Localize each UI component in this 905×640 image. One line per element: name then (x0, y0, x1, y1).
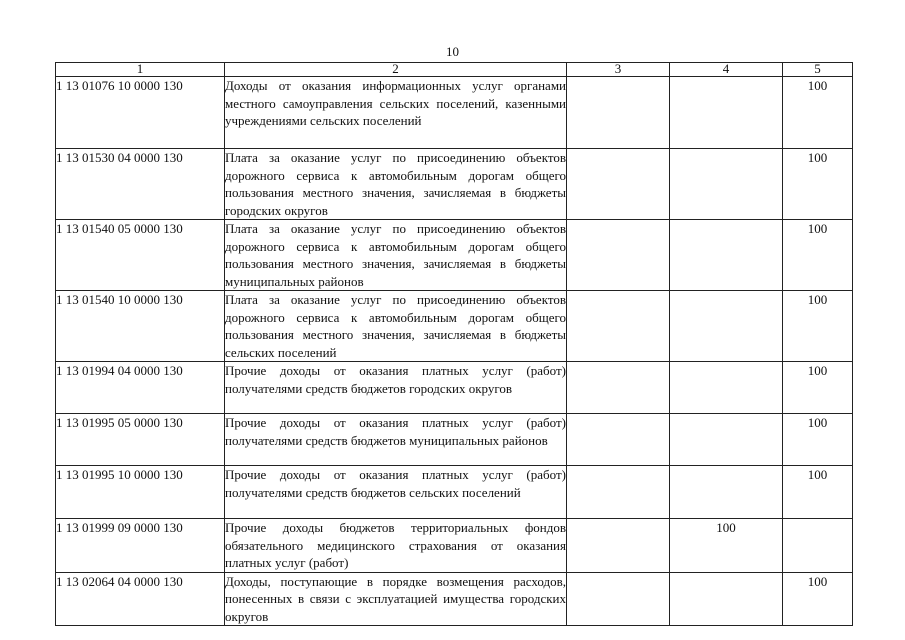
table-row (56, 414, 853, 466)
revenue-name: Доходы, поступающие в порядке возмещения расходов, понесенных в связи с эксплуатацией имущества городских округов (225, 573, 566, 624)
value-col3 (567, 414, 670, 466)
revenue-table (55, 62, 853, 626)
budget-code: 1 13 01540 05 0000 130 (56, 220, 225, 291)
table-row (56, 572, 853, 626)
revenue-name: Плата за оказание услуг по присоединению объектов дорожного сервиса к автомобильным дорогам общего пользования местного значения, зачисляемая в бюджеты муниципальных районов (225, 221, 566, 289)
value-col4 (670, 362, 783, 414)
table-row (56, 220, 853, 291)
page-number: 10 (446, 44, 459, 59)
value-col3 (567, 519, 670, 573)
table-row (56, 362, 853, 414)
value-col5: 100 (783, 149, 853, 220)
value-col5: 100 (783, 572, 853, 626)
value-col4 (670, 77, 783, 149)
table-row (56, 466, 853, 519)
value-col5: 100 (783, 220, 853, 291)
value-col5: 100 (783, 362, 853, 414)
value-col4 (670, 220, 783, 291)
column-number-row (56, 63, 853, 77)
revenue-name: Плата за оказание услуг по присоединению объектов дорожного сервиса к автомобильным дорогам общего пользования местного значения, зачисляемая в бюджеты сельских поселений (225, 292, 566, 360)
revenue-name: Прочие доходы от оказания платных услуг (работ) получателями средств бюджетов муниципальных районов (225, 414, 567, 466)
table-row (56, 149, 853, 220)
budget-code: 1 13 02064 04 0000 130 (56, 572, 225, 626)
revenue-name: Прочие доходы от оказания платных услуг (работ) получателями средств бюджетов сельских поселений (225, 466, 567, 519)
value-col5: 100 (783, 291, 853, 362)
value-col3 (567, 572, 670, 626)
column-header: 4 (670, 63, 783, 77)
value-col4 (670, 414, 783, 466)
budget-code: 1 13 01995 10 0000 130 (56, 466, 225, 519)
column-header: 3 (567, 63, 670, 77)
revenue-name: Прочие доходы бюджетов территориальных фондов обязательного медицинского страхования от оказания платных услуг (работ) (225, 520, 566, 570)
revenue-name: Доходы от оказания информационных услуг органами местного самоуправления сельских поселений, казенными учреждениями сельских поселений (225, 77, 567, 149)
value-col5: 100 (783, 77, 853, 149)
value-col5: 100 (783, 414, 853, 466)
value-col4 (670, 291, 783, 362)
revenue-name: Прочие доходы от оказания платных услуг (работ) получателями средств бюджетов городских округов (225, 362, 567, 414)
budget-code: 1 13 01995 05 0000 130 (56, 414, 225, 466)
value-col3 (567, 220, 670, 291)
table-row (56, 291, 853, 362)
budget-code: 1 13 01540 10 0000 130 (56, 291, 225, 362)
value-col3 (567, 466, 670, 519)
value-col3 (567, 149, 670, 220)
value-col3 (567, 362, 670, 414)
column-header: 5 (783, 63, 853, 77)
value-col4 (670, 466, 783, 519)
value-col3 (567, 291, 670, 362)
column-header: 1 (56, 63, 225, 77)
column-header: 2 (225, 63, 567, 77)
budget-code: 1 13 01076 10 0000 130 (56, 77, 225, 149)
value-col4: 100 (670, 519, 783, 573)
table-row (56, 77, 853, 149)
budget-code: 1 13 01530 04 0000 130 (56, 149, 225, 220)
revenue-name: Плата за оказание услуг по присоединению объектов дорожного сервиса к автомобильным дорогам общего пользования местного значения, зачисляемая в бюджеты городских округов (225, 150, 566, 218)
value-col3 (567, 77, 670, 149)
table-row (56, 519, 853, 573)
value-col4 (670, 149, 783, 220)
budget-code: 1 13 01999 09 0000 130 (56, 519, 225, 573)
value-col4 (670, 572, 783, 626)
value-col5: 100 (783, 466, 853, 519)
budget-code: 1 13 01994 04 0000 130 (56, 362, 225, 414)
value-col5 (783, 519, 853, 573)
